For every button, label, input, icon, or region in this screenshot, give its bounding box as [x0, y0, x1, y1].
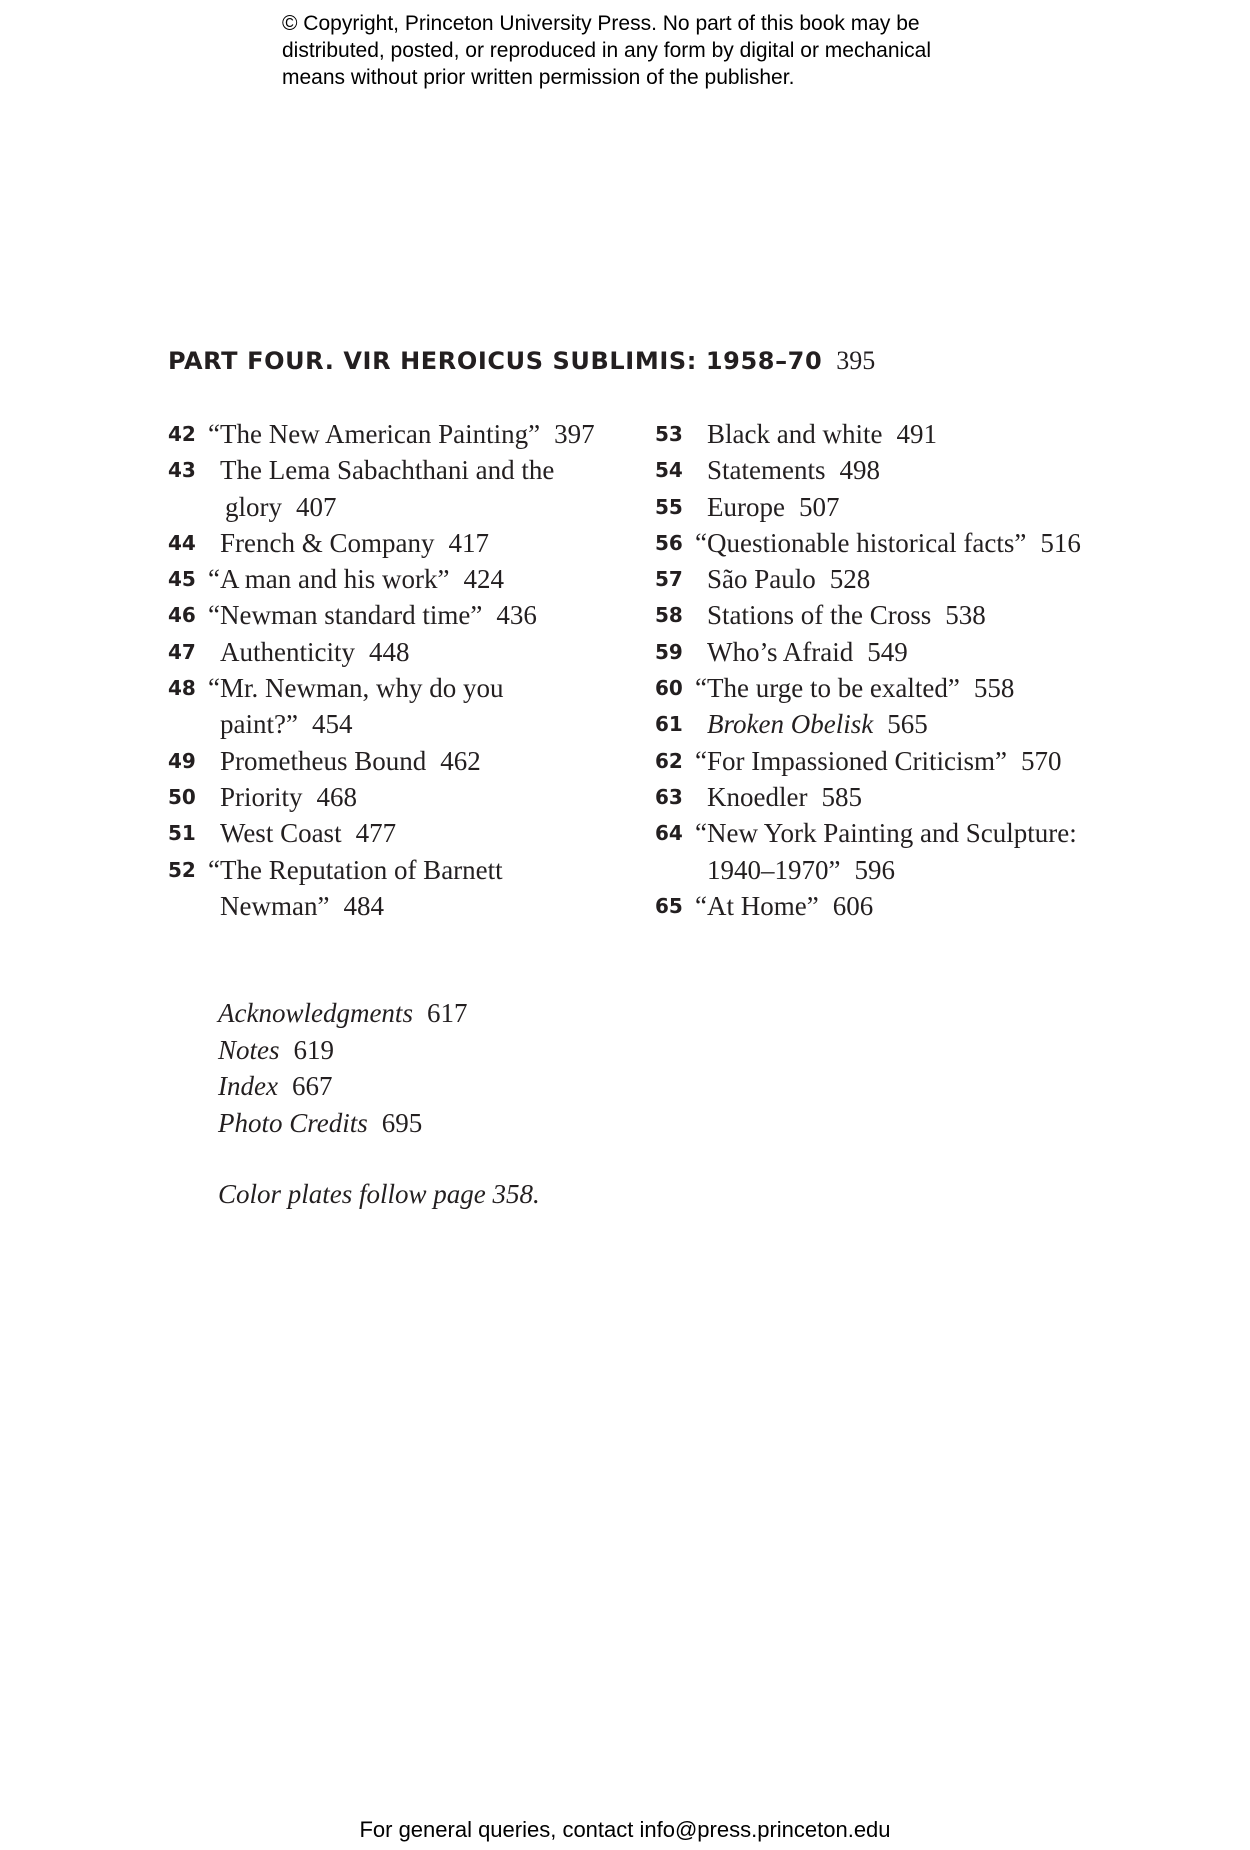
chapter-number: 57 — [655, 567, 683, 592]
toc-entry — [168, 452, 638, 525]
chapter-title: French & Company — [220, 527, 435, 558]
chapter-page: 565 — [887, 709, 928, 740]
chapter-page: 448 — [368, 636, 410, 667]
chapter-title: Priority — [220, 781, 303, 812]
toc-entry — [168, 634, 638, 670]
toc-entry — [655, 634, 1125, 670]
back-matter-entry — [218, 1068, 540, 1105]
chapter-page: 528 — [829, 564, 871, 595]
chapter-page: 454 — [311, 709, 353, 740]
chapter-title: “Mr. Newman, why do you — [208, 673, 504, 704]
toc-entry — [655, 706, 1125, 742]
toc-entry — [655, 743, 1125, 779]
chapter-page: 570 — [1020, 745, 1062, 776]
chapter-page: 462 — [440, 745, 481, 776]
toc-entry — [168, 779, 638, 815]
toc-entry — [655, 525, 1125, 561]
chapter-title: “The Reputation of Barnett — [208, 854, 503, 885]
chapter-number: 44 — [168, 530, 196, 555]
toc-entry — [168, 525, 638, 561]
footer-contact: For general queries, contact info@press.princeton.edu — [359, 1817, 891, 1842]
back-matter-entry — [218, 1105, 540, 1142]
chapter-number: 55 — [655, 494, 683, 519]
back-matter-title: Photo Credits — [218, 1107, 368, 1138]
chapter-title: Europe — [707, 491, 785, 522]
chapter-page: 596 — [854, 854, 895, 885]
chapter-page: 436 — [496, 600, 537, 631]
toc-entry — [655, 597, 1125, 633]
toc-entry — [655, 452, 1125, 488]
back-matter-title: Index — [218, 1071, 278, 1101]
chapter-page: 397 — [554, 419, 595, 449]
chapter-title: Stations of the Cross — [707, 600, 932, 631]
chapter-page: 538 — [945, 600, 986, 631]
chapter-number: 45 — [168, 567, 196, 592]
chapter-number: 43 — [168, 458, 196, 483]
chapter-page: 558 — [973, 673, 1015, 704]
chapter-page: 585 — [821, 781, 862, 812]
toc-entry — [655, 815, 1125, 888]
chapter-page: 549 — [867, 636, 908, 667]
chapter-number: 51 — [168, 821, 196, 846]
chapter-page: 484 — [343, 890, 384, 921]
chapter-number: 48 — [168, 676, 196, 701]
chapter-title: Knoedler — [707, 781, 808, 812]
toc-entry — [655, 888, 1125, 924]
chapter-number: 53 — [655, 422, 683, 446]
part-title: PART FOUR. VIR HEROICUS SUBLIMIS: 1958–70 — [168, 347, 823, 375]
part-heading — [168, 346, 875, 376]
chapter-number: 62 — [655, 748, 683, 773]
back-matter-page: 667 — [291, 1071, 333, 1101]
chapter-number: 60 — [655, 676, 683, 701]
chapter-title-continued: 1940–1970” — [707, 854, 841, 885]
chapter-list-left — [168, 416, 638, 924]
chapter-title-continued: glory — [225, 491, 282, 522]
chapter-page: 407 — [296, 491, 337, 522]
copyright-line-2: distributed, posted, or reproduced in any form by digital or mechanical — [282, 39, 932, 62]
toc-entry — [168, 743, 638, 779]
chapter-title-continued: paint?” — [220, 709, 298, 740]
part-page-number: 395 — [836, 346, 876, 375]
back-matter-entry — [218, 995, 540, 1032]
chapter-page: 477 — [355, 818, 397, 849]
chapter-title: Who’s Afraid — [707, 636, 854, 667]
chapter-title: “A man and his work” — [208, 564, 450, 595]
chapter-page: 491 — [896, 419, 937, 449]
toc-entry — [655, 670, 1125, 706]
toc-entry — [655, 779, 1125, 815]
toc-entry — [655, 416, 1125, 452]
chapter-title: Broken Obelisk — [707, 709, 874, 740]
chapter-number: 63 — [655, 784, 683, 809]
chapter-number: 47 — [168, 639, 196, 664]
toc-entry — [168, 852, 638, 925]
chapter-page: 606 — [832, 890, 874, 921]
back-matter-title: Acknowledgments — [218, 998, 413, 1028]
chapter-title: West Coast — [220, 818, 342, 849]
chapter-title: “New York Painting and Sculpture: — [695, 818, 1077, 849]
back-matter-page: 695 — [381, 1107, 423, 1138]
chapter-title: “The New American Painting” — [208, 419, 541, 449]
chapter-title: “The urge to be exalted” — [695, 673, 960, 704]
chapter-number: 42 — [168, 422, 196, 446]
chapter-number: 61 — [655, 712, 683, 737]
color-plates-note: Color plates follow page 358. — [218, 1179, 540, 1209]
chapter-list-right — [655, 416, 1125, 924]
chapter-page: 468 — [316, 781, 358, 812]
back-matter-page: 619 — [293, 1034, 335, 1065]
back-matter-title: Notes — [218, 1034, 280, 1065]
chapter-number: 59 — [655, 639, 683, 664]
chapter-number: 64 — [655, 821, 683, 846]
toc-entry — [168, 597, 638, 633]
chapter-number: 46 — [168, 603, 196, 628]
chapter-number: 54 — [655, 458, 683, 483]
toc-entry — [655, 561, 1125, 597]
chapter-number: 52 — [168, 857, 196, 882]
chapter-number: 56 — [655, 530, 683, 555]
chapter-page: 424 — [463, 564, 504, 595]
chapter-title: Prometheus Bound — [220, 745, 427, 776]
toc-entry — [168, 416, 638, 452]
chapter-number: 50 — [168, 784, 196, 809]
chapter-page: 516 — [1040, 527, 1081, 558]
chapter-title: “Newman standard time” — [208, 600, 483, 631]
copyright-line-3: means without prior written permission of the publisher. — [282, 66, 795, 89]
chapter-number: 58 — [655, 603, 683, 628]
copyright-line-1: © Copyright, Princeton University Press. No part of this book may be — [282, 12, 920, 35]
chapter-page: 498 — [839, 455, 880, 486]
chapter-title: Authenticity — [220, 636, 355, 667]
chapter-title: “At Home” — [695, 890, 819, 921]
chapter-title-continued: Newman” — [220, 890, 330, 921]
chapter-page: 417 — [448, 527, 489, 558]
chapter-title: “Questionable historical facts” — [695, 527, 1027, 558]
chapter-page: 507 — [798, 491, 840, 522]
chapter-title: São Paulo — [707, 564, 816, 595]
chapter-title: Black and white — [707, 419, 883, 449]
chapter-title: The Lema Sabachthani and the — [220, 455, 555, 486]
toc-entry — [168, 815, 638, 851]
back-matter-entry — [218, 1032, 540, 1069]
toc-entry — [655, 489, 1125, 525]
back-matter-list — [218, 995, 540, 1213]
back-matter-page: 617 — [426, 998, 468, 1028]
chapter-number: 65 — [655, 893, 683, 918]
toc-entry — [168, 670, 638, 743]
toc-entry — [168, 561, 638, 597]
chapter-title: Statements — [707, 455, 826, 486]
copyright-notice — [282, 10, 1042, 91]
chapter-title: “For Impassioned Criticism” — [695, 745, 1007, 776]
chapter-number: 49 — [168, 748, 196, 773]
